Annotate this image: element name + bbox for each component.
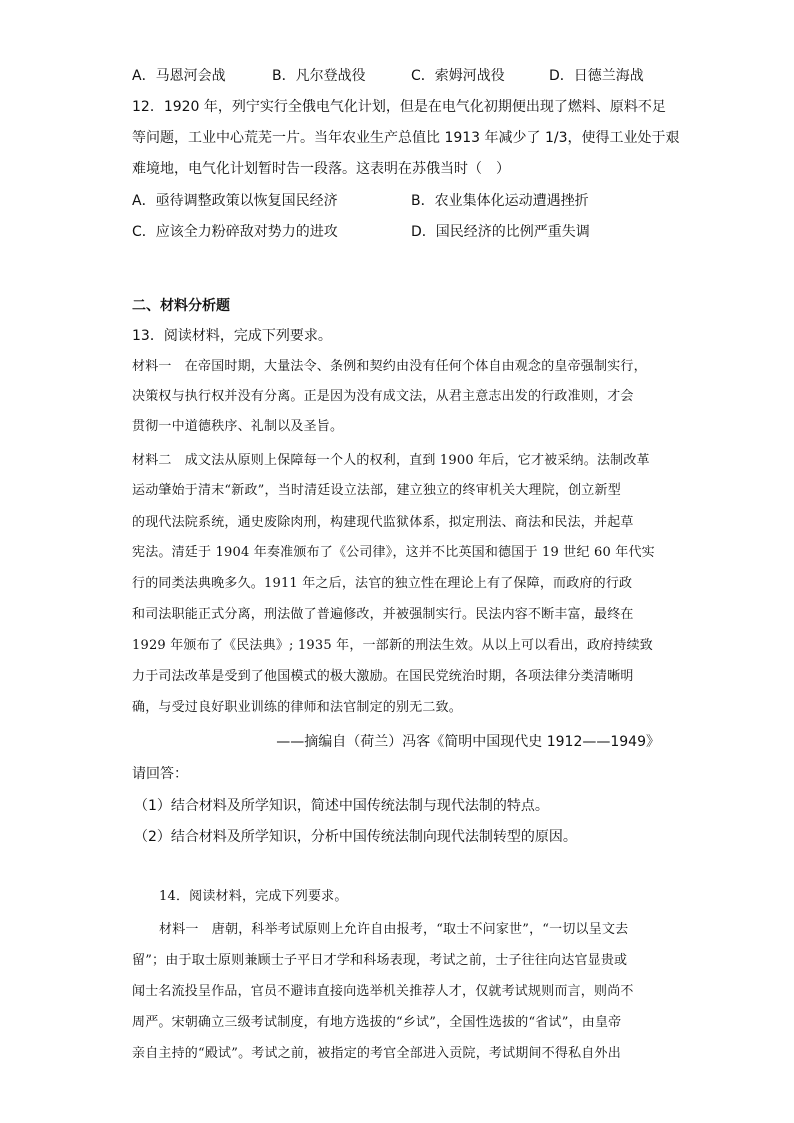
q13-material2-line: 材料二 成文法从原则上保障每一个人的权利，直到 1900 年后，它才被采纳。法制改革 xyxy=(132,453,650,468)
q13-material2-line: 1929 年颁布了《民法典》; 1935 年，一部新的刑法生效。从以上可以看出，政府持续致 xyxy=(132,638,653,653)
q12-option-b: B．农业集体化运动遭遇挫折 xyxy=(411,193,589,209)
q13-source: ——摘编自（荷兰）冯客《简明中国现代史 1912——1949》 xyxy=(276,734,660,750)
q14-material1-line: 材料一 唐朝，科举考试原则上允许自由报考，“取士不问家世”，“一切以呈文去 xyxy=(159,922,629,937)
q11-option-d: D．日德兰海战 xyxy=(549,68,644,84)
q14-material1-line: 闻士名流投呈作品，官员不避讳直接向选举机关推荐人才，仅就考试规则而言，则尚不 xyxy=(132,984,634,999)
q11-option-b: B．凡尔登战役 xyxy=(272,68,366,84)
q11-option-a: A．马恩河会战 xyxy=(132,68,226,84)
q12-option-c: C．应该全力粉碎敌对势力的进攻 xyxy=(132,224,338,240)
q12-stem-line: 12．1920 年，列宁实行全俄电气化计划，但是在电气化初期便出现了燃料、原料不足 xyxy=(132,99,666,115)
q13-material2-line: 确，与受过良好职业训练的律师和法官制定的别无二致。 xyxy=(132,700,463,715)
q13-stem: 13．阅读材料，完成下列要求。 xyxy=(132,328,332,344)
q13-material2-line: 宪法。清廷于 1904 年奏准颁布了《公司律》，这并不比英国和德国于 19 世纪 60 年代实 xyxy=(132,545,655,560)
q12-stem-line: 等问题，工业中心荒芜一片。当年农业生产总值比 1913 年减少了 1/3，使得工业处于艰 xyxy=(132,130,680,146)
q14-material1-line: 周严。宋朝确立三级考试制度，有地方选拔的“乡试”，全国性选拔的“省试”，由皇帝 xyxy=(132,1015,622,1030)
q12-option-a: A．亟待调整政策以恢复国民经济 xyxy=(132,193,338,209)
q13-prompt: 请回答： xyxy=(132,766,188,782)
q13-material2-line: 运动肇始于清末“新政”，当时清廷设立法部，建立独立的终审机关大理院，创立新型 xyxy=(132,483,621,498)
q12-stem-line: 难境地，电气化计划暂时告一段落。这表明在苏俄当时（ ） xyxy=(132,161,510,177)
q13-material2-line: 的现代法院系统，通史废除肉刑，构建现代监狱体系，拟定刑法、商法和民法，并起草 xyxy=(132,515,634,530)
q14-material1-line: 留”；由于取士原则兼顾士子平日才学和科场表现，考试之前，士子往往向达官显贵或 xyxy=(132,953,628,968)
q14-stem: 14．阅读材料，完成下列要求。 xyxy=(159,889,348,904)
q13-material2-line: 和司法职能正式分离，刑法做了普遍修改，并被强制实行。民法内容不断丰富，最终在 xyxy=(132,607,634,622)
q14-material1-line: 亲自主持的“殿试”。考试之前，被指定的考官全部进入贡院，考试期间不得私自外出 xyxy=(132,1046,621,1061)
q13-question-1: （1）结合材料及所学知识，简述中国传统法制与现代法制的特点。 xyxy=(134,798,549,814)
section-title: 二、材料分析题 xyxy=(132,298,230,314)
q13-question-2: （2）结合材料及所学知识，分析中国传统法制向现代法制转型的原因。 xyxy=(134,829,577,845)
q13-material2-line: 行的同类法典晚多久。1911 年之后，法官的独立性在理论上有了保障，而政府的行政 xyxy=(132,576,633,591)
q13-material1-line: 贯彻一中道德秩序、礼制以及圣旨。 xyxy=(132,419,344,434)
q13-material1-line: 决策权与执行权并没有分离。正是因为没有成文法，从君主意志出发的行政准则，才会 xyxy=(132,389,634,404)
q13-material2-line: 力于司法改革是受到了他国模式的极大激励。在国民党统治时期，各项法律分类清晰明 xyxy=(132,669,634,684)
q13-material1-line: 材料一 在帝国时期，大量法令、条例和契约由没有任何个体自由观念的皇帝强制实行， xyxy=(132,359,647,374)
q11-option-c: C．索姆河战役 xyxy=(411,68,505,84)
q12-option-d: D．国民经济的比例严重失调 xyxy=(411,224,590,240)
